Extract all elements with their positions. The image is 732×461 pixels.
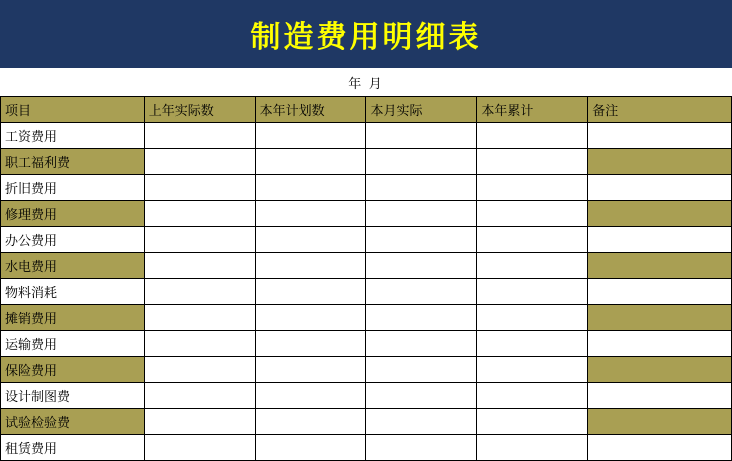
cell-remark[interactable] xyxy=(588,175,732,201)
table-row xyxy=(1,279,732,305)
cell-year-to-date[interactable] xyxy=(477,253,588,279)
table-row xyxy=(1,409,732,435)
table-row xyxy=(1,175,732,201)
cell-year-to-date[interactable] xyxy=(477,331,588,357)
cell-this-month-actual[interactable] xyxy=(366,201,477,227)
cell-this-month-actual[interactable] xyxy=(366,305,477,331)
cell-this-month-actual[interactable] xyxy=(366,331,477,357)
table-row xyxy=(1,227,732,253)
cell-remark[interactable] xyxy=(588,253,732,279)
cell-last-year-actual[interactable] xyxy=(144,409,255,435)
cell-this-month-actual[interactable] xyxy=(366,357,477,383)
row-label: 物料消耗 xyxy=(1,279,145,305)
cell-remark[interactable] xyxy=(588,201,732,227)
table-row xyxy=(1,435,732,461)
row-label: 修理费用 xyxy=(1,201,145,227)
cell-last-year-actual[interactable] xyxy=(144,227,255,253)
table-body xyxy=(1,97,732,461)
period-subtitle-row xyxy=(0,68,732,96)
cell-remark[interactable] xyxy=(588,227,732,253)
cell-last-year-actual[interactable] xyxy=(144,175,255,201)
cell-this-year-plan[interactable] xyxy=(255,201,366,227)
column-header-last-year-actual: 上年实际数 xyxy=(144,97,255,123)
row-label: 工资费用 xyxy=(1,123,145,149)
cell-year-to-date[interactable] xyxy=(477,201,588,227)
cell-this-year-plan[interactable] xyxy=(255,227,366,253)
page-title: 制造费用明细表 xyxy=(250,21,482,54)
row-label: 保险费用 xyxy=(1,357,145,383)
cell-year-to-date[interactable] xyxy=(477,227,588,253)
cell-this-month-actual[interactable] xyxy=(366,279,477,305)
cell-year-to-date[interactable] xyxy=(477,435,588,461)
row-label: 设计制图费 xyxy=(1,383,145,409)
cell-remark[interactable] xyxy=(588,409,732,435)
cell-this-year-plan[interactable] xyxy=(255,383,366,409)
table-row xyxy=(1,253,732,279)
row-label: 试验检验费 xyxy=(1,409,145,435)
table-row xyxy=(1,149,732,175)
column-header-this-month-actual: 本月实际 xyxy=(366,97,477,123)
cell-this-month-actual[interactable] xyxy=(366,227,477,253)
cell-this-year-plan[interactable] xyxy=(255,123,366,149)
cell-remark[interactable] xyxy=(588,435,732,461)
cell-this-month-actual[interactable] xyxy=(366,253,477,279)
period-subtitle: 年 月 xyxy=(348,75,384,91)
cell-last-year-actual[interactable] xyxy=(144,201,255,227)
cell-year-to-date[interactable] xyxy=(477,383,588,409)
cell-this-month-actual[interactable] xyxy=(366,149,477,175)
expense-detail-table xyxy=(0,96,732,461)
cell-this-month-actual[interactable] xyxy=(366,123,477,149)
cell-this-year-plan[interactable] xyxy=(255,357,366,383)
cell-this-year-plan[interactable] xyxy=(255,435,366,461)
row-label: 摊销费用 xyxy=(1,305,145,331)
cell-year-to-date[interactable] xyxy=(477,149,588,175)
table-header-row xyxy=(1,97,732,123)
row-label: 租赁费用 xyxy=(1,435,145,461)
row-label: 运输费用 xyxy=(1,331,145,357)
cell-remark[interactable] xyxy=(588,383,732,409)
cell-year-to-date[interactable] xyxy=(477,305,588,331)
cell-this-year-plan[interactable] xyxy=(255,175,366,201)
document-title-bar xyxy=(0,0,732,68)
column-header-year-to-date: 本年累计 xyxy=(477,97,588,123)
cell-this-month-actual[interactable] xyxy=(366,175,477,201)
cell-this-month-actual[interactable] xyxy=(366,435,477,461)
cell-this-year-plan[interactable] xyxy=(255,409,366,435)
cell-year-to-date[interactable] xyxy=(477,357,588,383)
cell-remark[interactable] xyxy=(588,331,732,357)
cell-year-to-date[interactable] xyxy=(477,175,588,201)
cell-year-to-date[interactable] xyxy=(477,123,588,149)
column-header-this-year-plan: 本年计划数 xyxy=(255,97,366,123)
cell-remark[interactable] xyxy=(588,279,732,305)
table-row xyxy=(1,331,732,357)
cell-last-year-actual[interactable] xyxy=(144,123,255,149)
row-label: 折旧费用 xyxy=(1,175,145,201)
row-label: 办公费用 xyxy=(1,227,145,253)
table-row xyxy=(1,201,732,227)
cell-remark[interactable] xyxy=(588,357,732,383)
cell-last-year-actual[interactable] xyxy=(144,253,255,279)
cell-last-year-actual[interactable] xyxy=(144,357,255,383)
table-row xyxy=(1,383,732,409)
cell-last-year-actual[interactable] xyxy=(144,149,255,175)
cell-year-to-date[interactable] xyxy=(477,279,588,305)
cell-this-month-actual[interactable] xyxy=(366,409,477,435)
cell-last-year-actual[interactable] xyxy=(144,383,255,409)
cell-this-year-plan[interactable] xyxy=(255,253,366,279)
row-label: 水电费用 xyxy=(1,253,145,279)
cell-last-year-actual[interactable] xyxy=(144,279,255,305)
table-row xyxy=(1,357,732,383)
row-label: 职工福利费 xyxy=(1,149,145,175)
cell-this-year-plan[interactable] xyxy=(255,149,366,175)
cell-remark[interactable] xyxy=(588,123,732,149)
cell-this-year-plan[interactable] xyxy=(255,331,366,357)
cell-this-month-actual[interactable] xyxy=(366,383,477,409)
cell-last-year-actual[interactable] xyxy=(144,305,255,331)
table-row xyxy=(1,305,732,331)
cell-remark[interactable] xyxy=(588,149,732,175)
column-header-item: 项目 xyxy=(1,97,145,123)
cell-remark[interactable] xyxy=(588,305,732,331)
cell-year-to-date[interactable] xyxy=(477,409,588,435)
column-header-remark: 备注 xyxy=(588,97,732,123)
cell-last-year-actual[interactable] xyxy=(144,331,255,357)
cell-this-year-plan[interactable] xyxy=(255,279,366,305)
cell-this-year-plan[interactable] xyxy=(255,305,366,331)
table-row xyxy=(1,123,732,149)
cell-last-year-actual[interactable] xyxy=(144,435,255,461)
